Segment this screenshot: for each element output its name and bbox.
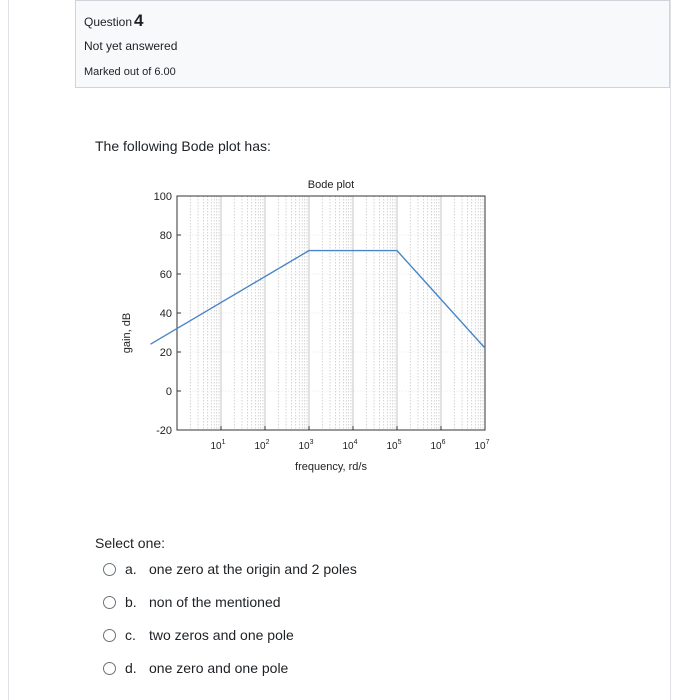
question-text: The following Bode plot has: (95, 138, 271, 154)
y-tick-label: 0 (165, 386, 172, 398)
left-border (8, 0, 9, 700)
radio-button-icon[interactable] (103, 662, 116, 675)
y-tick-label: 80 (159, 230, 172, 242)
y-tick-label: 20 (159, 347, 172, 359)
option-letter: d. (125, 660, 137, 676)
answer-option-a[interactable] (103, 559, 357, 579)
option-text: non of the mentioned (149, 594, 281, 610)
question-label: Question (84, 15, 133, 29)
radio-button-icon[interactable] (103, 629, 116, 642)
x-tick-label: $10^6$ (430, 439, 446, 452)
option-letter: b. (125, 594, 137, 610)
y-tick-label: 60 (159, 269, 172, 281)
x-tick-label: $10^1$ (210, 439, 226, 452)
radio-button-icon[interactable] (103, 563, 116, 576)
question-number-value: 4 (134, 11, 144, 30)
radio-button-icon[interactable] (103, 596, 116, 609)
y-tick-label: -20 (156, 425, 172, 437)
question-info-box (75, 0, 670, 88)
bode-plot-chart (110, 172, 500, 477)
x-axis-label: frequency, rd/s (295, 461, 367, 473)
right-border (670, 0, 671, 700)
option-letter: a. (125, 561, 137, 577)
x-tick-label: $10^3$ (298, 439, 314, 452)
select-one-prompt: Select one: (95, 535, 166, 551)
question-grade: Marked out of 6.00 (84, 66, 176, 78)
question-state: Not yet answered (84, 39, 178, 53)
x-tick-label: $10^2$ (254, 439, 270, 452)
answer-option-d[interactable] (103, 658, 288, 678)
y-tick-label: 100 (153, 191, 172, 203)
x-tick-label: $10^5$ (386, 439, 402, 452)
question-number (84, 11, 144, 31)
y-tick-label: 40 (159, 308, 172, 320)
answer-option-b[interactable] (103, 592, 281, 612)
y-axis-label: gain, dB (121, 312, 133, 354)
chart-title: Bode plot (307, 179, 355, 191)
answer-option-c[interactable] (103, 625, 294, 645)
option-text: one zero at the origin and 2 poles (149, 561, 357, 577)
x-tick-label: $10^7$ (474, 439, 490, 452)
x-tick-label: $10^4$ (342, 439, 358, 452)
option-text: two zeros and one pole (149, 627, 294, 643)
option-letter: c. (125, 627, 136, 643)
option-text: one zero and one pole (149, 660, 289, 676)
